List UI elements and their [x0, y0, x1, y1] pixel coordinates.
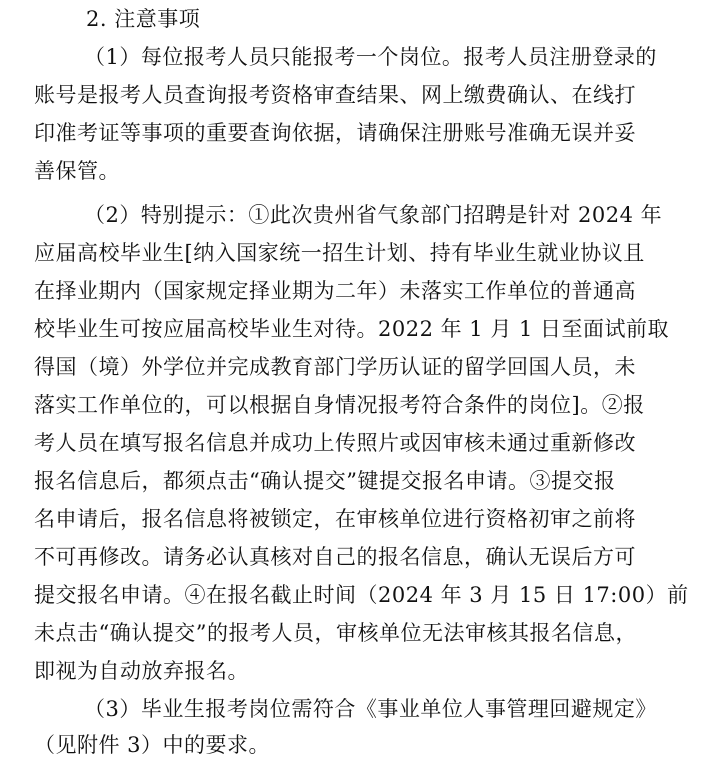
- paragraph-line: 不可再修改。请务必认真核对自己的报名信息，确认无误后方可: [34, 545, 636, 569]
- paragraph-line: （3）毕业生报考岗位需符合《事业单位人事管理回避规定》: [84, 697, 657, 721]
- paragraph-line: （1）每位报考人员只能报考一个岗位。报考人员注册登录的: [84, 45, 657, 69]
- paragraph-line: 提交报名申请。④在报名截止时间（2024 年 3 月 15 日 17:00）前: [34, 583, 689, 607]
- paragraph-line: （2）特别提示：①此次贵州省气象部门招聘是针对 2024 年: [84, 203, 663, 227]
- paragraph-line: 善保管。: [34, 159, 120, 183]
- paragraph-line: 报名信息后，都须点击“确认提交”键提交报名申请。③提交报: [34, 469, 616, 493]
- section-heading: 2. 注意事项: [86, 7, 201, 31]
- paragraph-line: 未点击“确认提交”的报考人员，审核单位无法审核其报名信息，: [34, 621, 637, 645]
- paragraph-line: 校毕业生可按应届高校毕业生对待。2022 年 1 月 1 日至面试前取: [34, 317, 670, 341]
- paragraph-line: 得国（境）外学位并完成教育部门学历认证的留学回国人员，未: [34, 355, 636, 379]
- paragraph-line: 在择业期内（国家规定择业期为二年）未落实工作单位的普通高: [34, 279, 636, 303]
- paragraph-line: 应届高校毕业生[纳入国家统一招生计划、持有毕业生就业协议且: [34, 241, 645, 265]
- paragraph-line: （见附件 3）中的要求。: [34, 733, 271, 757]
- paragraph-line: 印准考证等事项的重要查询依据，请确保注册账号准确无误并妥: [34, 121, 636, 145]
- paragraph-line: 落实工作单位的，可以根据自身情况报考符合条件的岗位]。②报: [34, 393, 645, 417]
- paragraph-line: 名申请后，报名信息将被锁定，在审核单位进行资格初审之前将: [34, 507, 636, 531]
- paragraph-line: 考人员在填写报名信息并成功上传照片或因审核未通过重新修改: [34, 431, 636, 455]
- paragraph-line: 账号是报考人员查询报考资格审查结果、网上缴费确认、在线打: [34, 83, 636, 107]
- paragraph-line: 即视为自动放弃报名。: [34, 659, 249, 683]
